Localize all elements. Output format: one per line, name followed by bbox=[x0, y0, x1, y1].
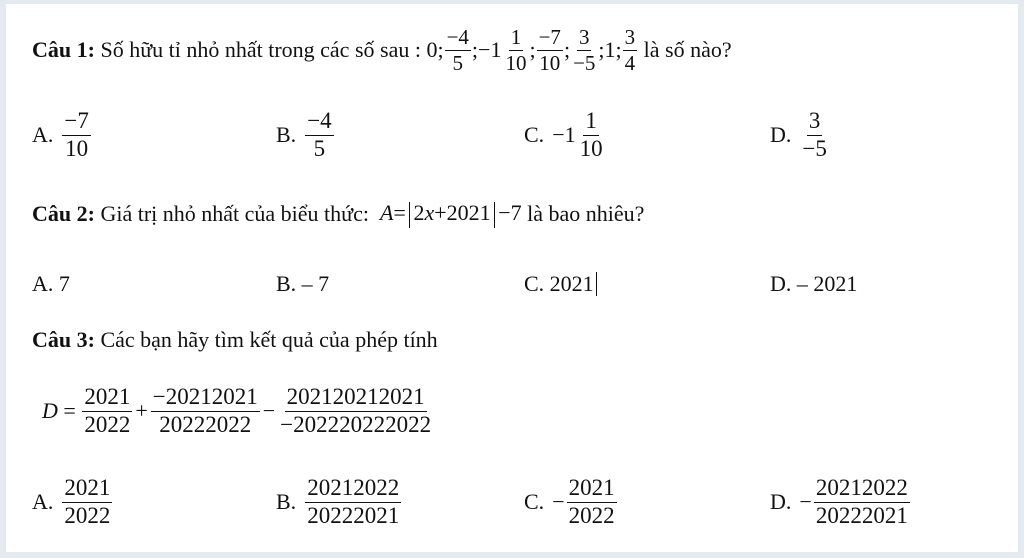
q1-answer-c[interactable] bbox=[524, 102, 606, 168]
answer-letter: D. bbox=[770, 122, 792, 147]
denominator: 20222021 bbox=[815, 502, 908, 528]
sign: − bbox=[799, 489, 812, 514]
q1-answer-a[interactable] bbox=[32, 102, 92, 168]
numerator: 3 bbox=[624, 25, 636, 50]
q3-answer-c[interactable] bbox=[524, 468, 618, 536]
numerator: −7 bbox=[62, 109, 90, 135]
expr-eq: = bbox=[63, 398, 76, 423]
q2-answer-a[interactable] bbox=[32, 266, 70, 302]
question-1-tail: là số nào? bbox=[643, 37, 732, 62]
answer-letter: A. bbox=[32, 489, 54, 514]
q1-mixed-whole: −1 bbox=[478, 37, 502, 62]
abs-bar-left bbox=[409, 202, 411, 228]
numerator: 20212022 bbox=[305, 476, 401, 502]
question-2-text: Giá trị nhỏ nhất của biểu thức: bbox=[100, 201, 369, 226]
denominator: 10 bbox=[505, 50, 527, 75]
denominator: 2022 bbox=[64, 502, 111, 528]
answer-text: D. – 2021 bbox=[770, 271, 858, 296]
expr-tail: −7 bbox=[498, 200, 522, 226]
numerator: 1 bbox=[583, 109, 599, 135]
question-2-label: Câu 2: bbox=[32, 201, 95, 226]
answer-fraction bbox=[305, 476, 401, 527]
denominator: 2022 bbox=[568, 502, 615, 528]
q3-expression bbox=[42, 376, 434, 446]
q1-answer-b[interactable] bbox=[276, 102, 335, 168]
numerator: 20212022 bbox=[814, 476, 910, 502]
numerator: −4 bbox=[305, 109, 333, 135]
question-3-label: Câu 3: bbox=[32, 327, 95, 352]
numerator: 202120212021 bbox=[285, 385, 427, 411]
denominator: 20222022 bbox=[159, 411, 252, 437]
denominator: 10 bbox=[65, 135, 89, 161]
denominator: 10 bbox=[579, 135, 603, 161]
q1-fraction-1 bbox=[445, 26, 471, 73]
numerator: 1 bbox=[510, 25, 522, 50]
expr-lhs: D bbox=[42, 398, 58, 423]
question-1 bbox=[32, 20, 732, 80]
q1-answer-d[interactable] bbox=[770, 102, 830, 168]
answer-fraction bbox=[567, 476, 617, 527]
numerator: 3 bbox=[578, 25, 590, 50]
answer-fraction bbox=[62, 109, 90, 160]
q3-term-3 bbox=[278, 385, 433, 436]
mixed-whole: −1 bbox=[552, 122, 576, 147]
sign: − bbox=[552, 489, 565, 514]
q3-term-1 bbox=[82, 385, 132, 436]
q3-term-2 bbox=[151, 385, 260, 436]
q1-zero: 0; bbox=[426, 37, 444, 62]
expr-eq: = bbox=[393, 200, 406, 226]
answer-letter: B. bbox=[276, 122, 297, 147]
separator: ; bbox=[471, 37, 479, 62]
numerator: 2021 bbox=[62, 476, 112, 502]
worksheet bbox=[6, 4, 1018, 552]
q2-answer-b[interactable] bbox=[276, 266, 329, 302]
q3-answer-d[interactable] bbox=[770, 468, 911, 536]
answer-fraction bbox=[62, 476, 112, 527]
answer-text: B. – 7 bbox=[276, 271, 330, 296]
question-3 bbox=[32, 322, 438, 358]
answer-letter: B. bbox=[276, 489, 297, 514]
answer-text: A. 7 bbox=[32, 271, 70, 296]
numerator: 3 bbox=[807, 109, 823, 135]
q1-fraction-5 bbox=[623, 26, 638, 73]
denominator: 5 bbox=[313, 135, 326, 161]
answer-fraction bbox=[578, 109, 605, 160]
operator-plus: + bbox=[135, 398, 148, 423]
denominator: 5 bbox=[452, 50, 463, 75]
denominator: 4 bbox=[624, 50, 636, 75]
expr-coef: 2 bbox=[413, 200, 425, 226]
question-2 bbox=[32, 194, 644, 234]
denominator: 20222021 bbox=[307, 502, 400, 528]
separator: ; bbox=[563, 37, 571, 62]
question-1-text: Số hữu tỉ nhỏ nhất trong các số sau : bbox=[100, 37, 421, 62]
operator-minus: − bbox=[262, 398, 276, 423]
numerator: 2021 bbox=[567, 476, 617, 502]
q2-answer-c[interactable] bbox=[524, 266, 597, 302]
expr-lhs: A bbox=[379, 200, 394, 226]
denominator: −5 bbox=[573, 50, 596, 75]
q1-fraction-3 bbox=[537, 26, 563, 73]
denominator: 2022 bbox=[84, 411, 131, 437]
numerator: −20212021 bbox=[151, 385, 260, 411]
answer-letter: A. bbox=[32, 122, 54, 147]
text-cursor bbox=[596, 272, 597, 296]
answer-letter: C. bbox=[524, 489, 545, 514]
numerator: −4 bbox=[446, 25, 469, 50]
question-3-text: Các bạn hãy tìm kết quả của phép tính bbox=[100, 327, 438, 352]
numerator: −7 bbox=[538, 25, 561, 50]
q3-answer-b[interactable] bbox=[276, 468, 402, 536]
separator: ;1; bbox=[598, 37, 622, 62]
answer-letter: C. bbox=[524, 122, 545, 147]
q2-expression bbox=[380, 200, 522, 228]
q1-mixed-fraction bbox=[503, 26, 528, 73]
denominator: −5 bbox=[802, 135, 827, 161]
q3-answer-a[interactable] bbox=[32, 468, 113, 536]
question-1-label: Câu 1: bbox=[32, 37, 95, 62]
separator: ; bbox=[529, 37, 536, 62]
denominator: −202220222022 bbox=[280, 411, 432, 437]
answer-fraction bbox=[305, 109, 333, 160]
abs-bar-right bbox=[494, 202, 496, 228]
answer-text: C. 2021 bbox=[524, 271, 594, 296]
q2-answer-d[interactable] bbox=[770, 266, 857, 302]
expr-var: x bbox=[424, 200, 435, 226]
expr-const: +2021 bbox=[434, 200, 491, 226]
denominator: 10 bbox=[539, 50, 561, 75]
answer-fraction bbox=[814, 476, 910, 527]
question-2-tail: là bao nhiêu? bbox=[527, 201, 645, 226]
answer-letter: D. bbox=[770, 489, 792, 514]
numerator: 2021 bbox=[82, 385, 132, 411]
answer-fraction bbox=[800, 109, 828, 160]
q1-fraction-4 bbox=[571, 26, 597, 73]
